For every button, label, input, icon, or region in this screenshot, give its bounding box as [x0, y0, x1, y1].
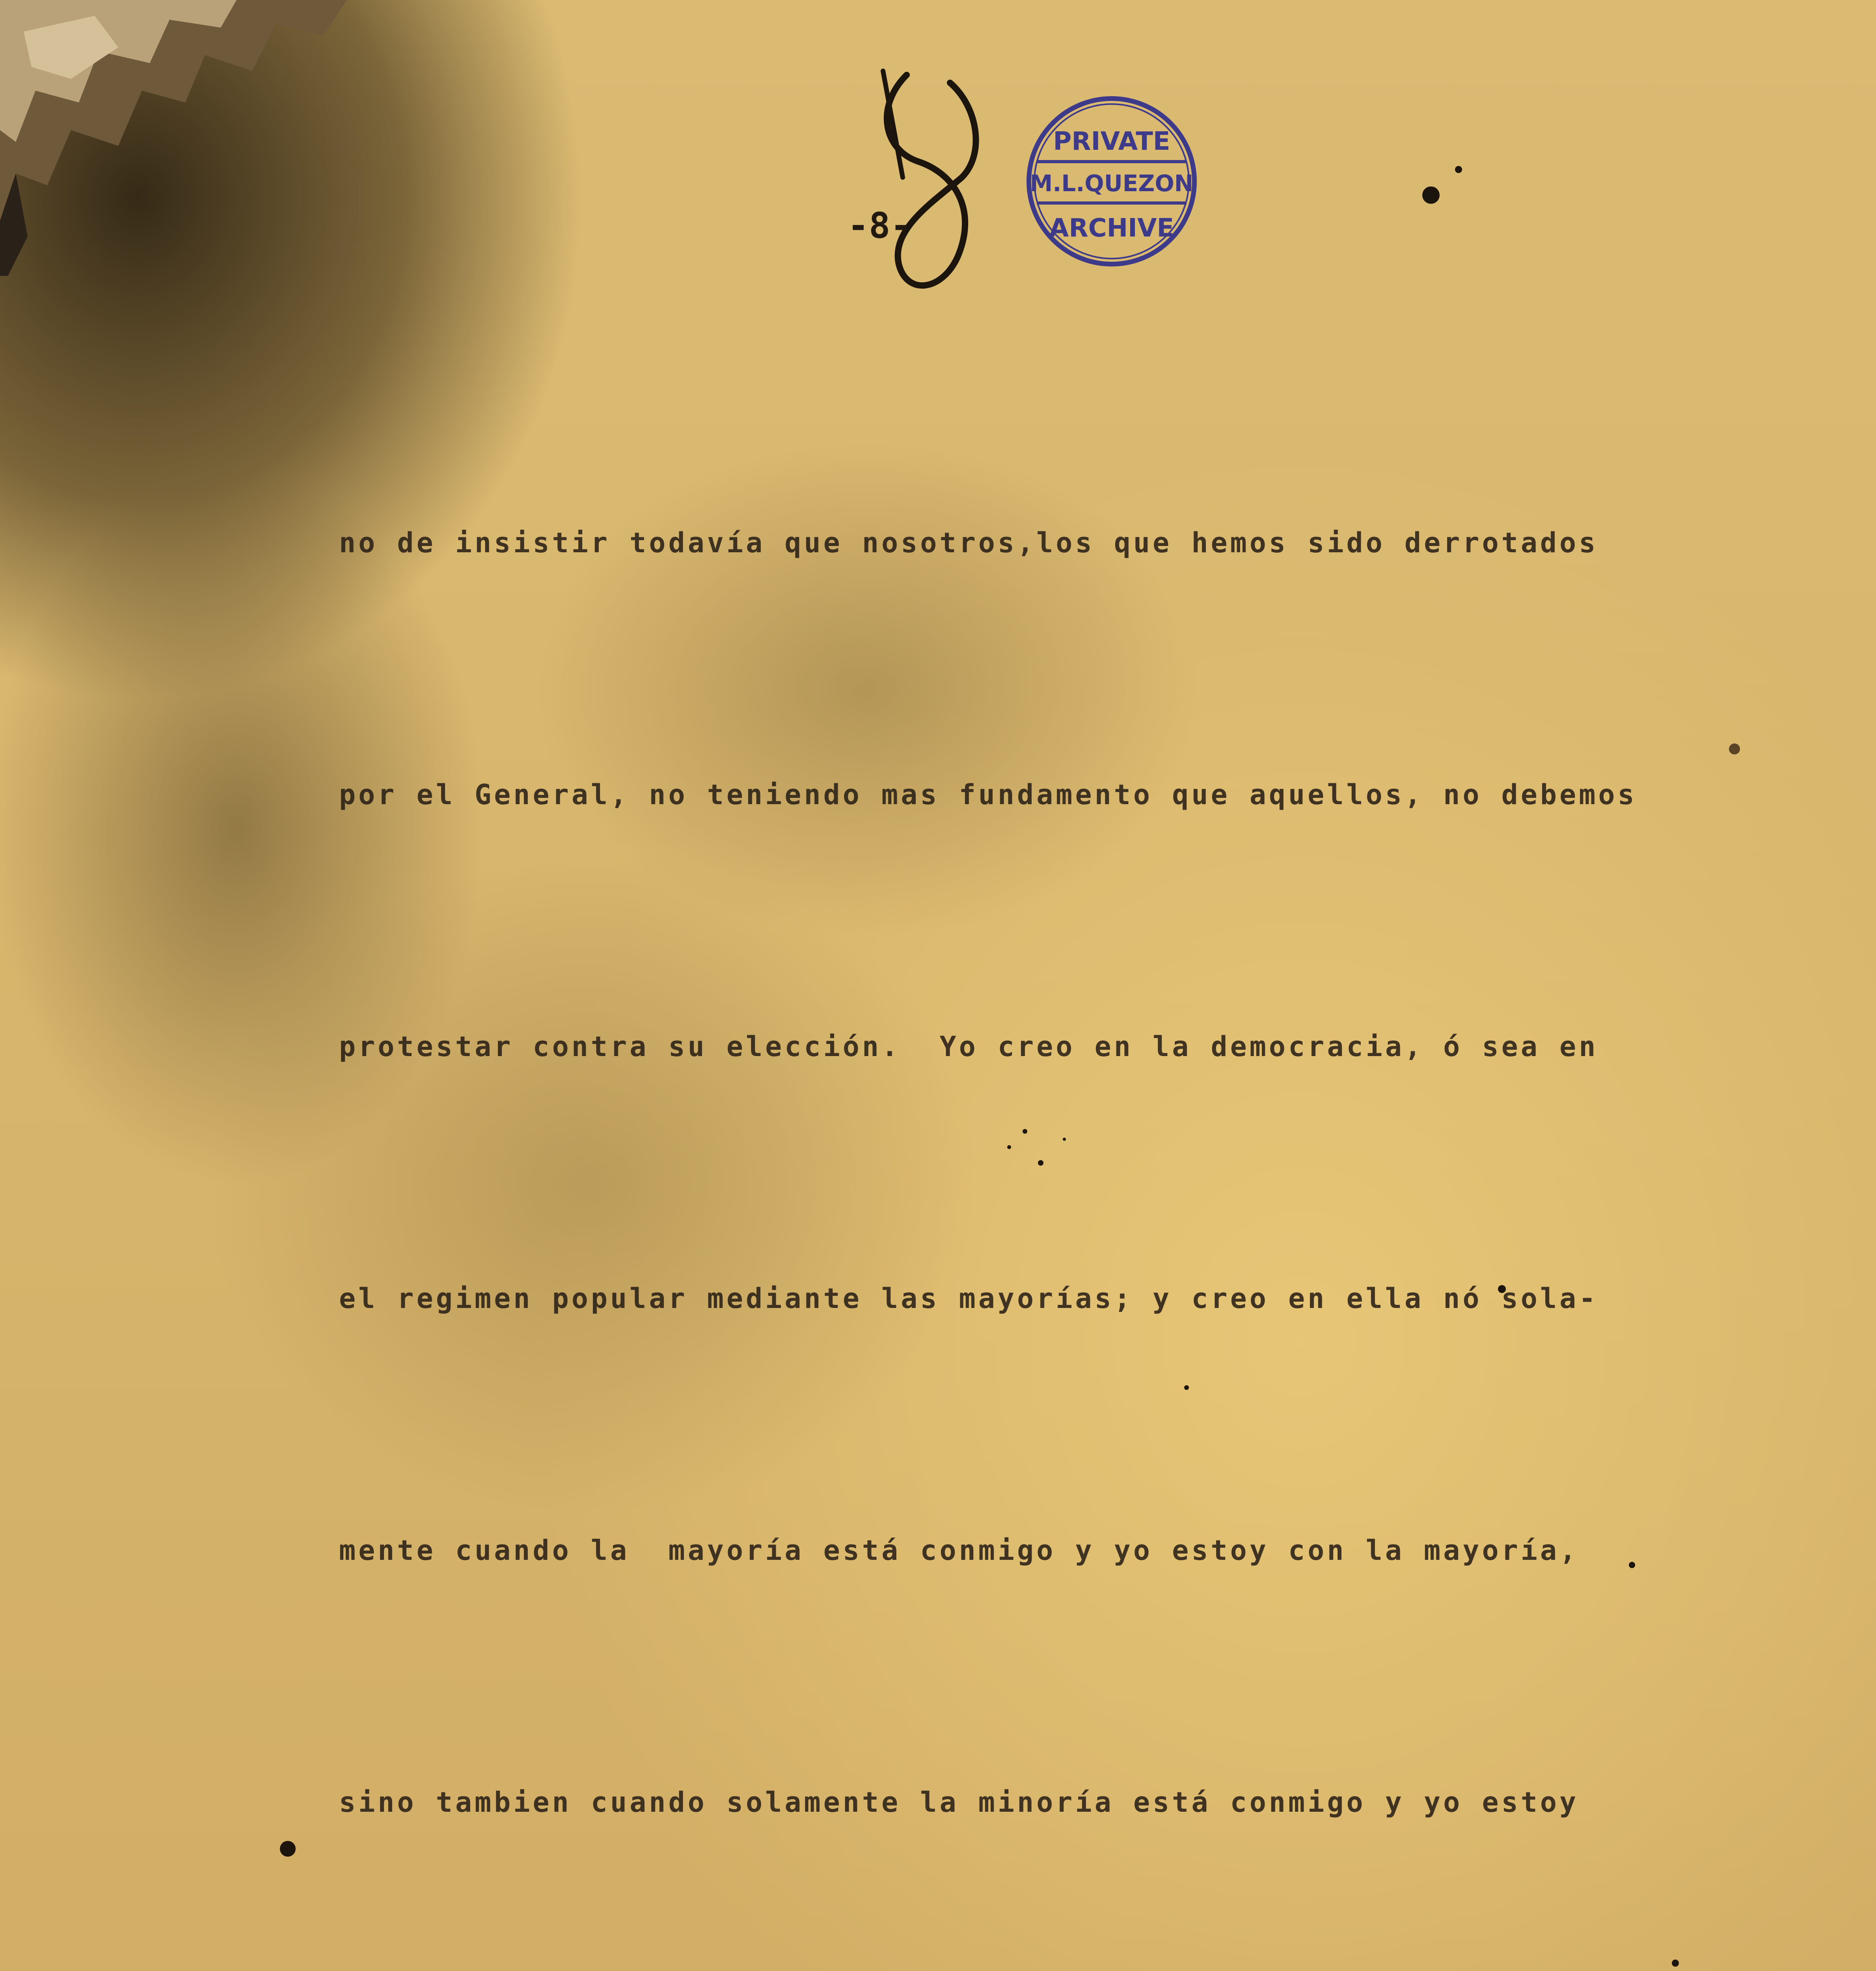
text-line: sino tambien cuando solamente la minoría está conmigo y yo estoy [339, 1786, 1579, 1818]
text-line: el regimen popular mediante las mayorías; y creo en ella nó sola- [339, 1282, 1598, 1315]
stamp-center-text: M.L.QUEZON [1030, 170, 1194, 197]
text-line: protestar contra su elección. Yo creo en la democracia, ó sea en [339, 1030, 1598, 1063]
typed-body-text [339, 333, 1687, 1971]
text-line: mente cuando la mayoría está conmigo y yo estoy con la mayoría, [339, 1534, 1579, 1567]
stamp-bottom-text: ARCHIVE [1049, 214, 1174, 243]
page-number: -8- [848, 205, 912, 246]
text-line: por el General, no teniendo mas fundamento que aquellos, no debemos [339, 779, 1637, 811]
text-line: no de insistir todavía que nosotros,los que hemos sido derrotados [339, 527, 1598, 559]
stamp-top-text: PRIVATE [1053, 127, 1170, 156]
